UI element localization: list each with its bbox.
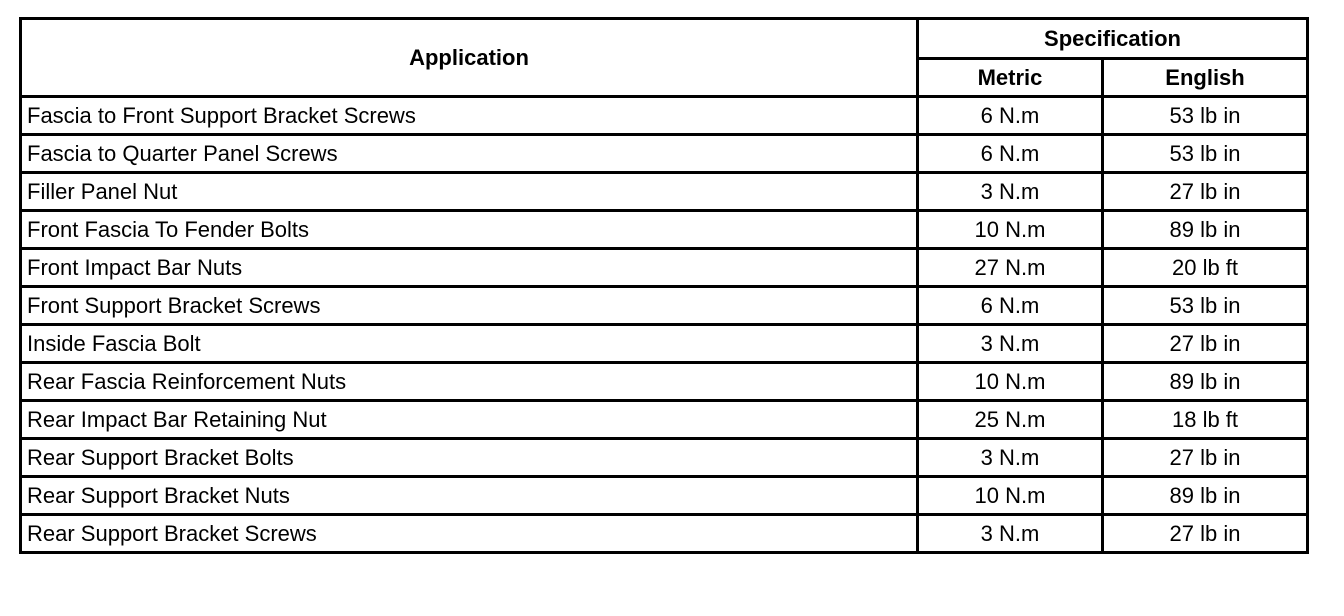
metric-cell: 10 N.m xyxy=(918,477,1103,515)
english-header: English xyxy=(1103,59,1308,97)
table-row xyxy=(21,173,1308,211)
application-cell: Rear Support Bracket Screws xyxy=(21,515,918,553)
table-header xyxy=(21,19,1308,97)
metric-cell: 6 N.m xyxy=(918,287,1103,325)
metric-cell: 10 N.m xyxy=(918,363,1103,401)
metric-cell: 27 N.m xyxy=(918,249,1103,287)
english-cell: 27 lb in xyxy=(1103,325,1308,363)
application-cell: Inside Fascia Bolt xyxy=(21,325,918,363)
english-cell: 27 lb in xyxy=(1103,439,1308,477)
application-cell: Front Fascia To Fender Bolts xyxy=(21,211,918,249)
english-cell: 89 lb in xyxy=(1103,211,1308,249)
table-row xyxy=(21,97,1308,135)
header-row-top xyxy=(21,19,1308,59)
application-cell: Rear Impact Bar Retaining Nut xyxy=(21,401,918,439)
table-body xyxy=(21,97,1308,553)
table-row xyxy=(21,249,1308,287)
table-row xyxy=(21,439,1308,477)
metric-cell: 3 N.m xyxy=(918,173,1103,211)
english-cell: 53 lb in xyxy=(1103,97,1308,135)
english-cell: 20 lb ft xyxy=(1103,249,1308,287)
metric-cell: 3 N.m xyxy=(918,515,1103,553)
english-cell: 27 lb in xyxy=(1103,173,1308,211)
metric-cell: 3 N.m xyxy=(918,439,1103,477)
metric-cell: 6 N.m xyxy=(918,135,1103,173)
english-cell: 18 lb ft xyxy=(1103,401,1308,439)
application-cell: Filler Panel Nut xyxy=(21,173,918,211)
application-cell: Front Support Bracket Screws xyxy=(21,287,918,325)
application-cell: Rear Support Bracket Nuts xyxy=(21,477,918,515)
table-row xyxy=(21,135,1308,173)
application-cell: Fascia to Front Support Bracket Screws xyxy=(21,97,918,135)
table-row xyxy=(21,325,1308,363)
application-cell: Rear Fascia Reinforcement Nuts xyxy=(21,363,918,401)
application-header: Application xyxy=(21,19,918,97)
english-cell: 89 lb in xyxy=(1103,477,1308,515)
application-cell: Front Impact Bar Nuts xyxy=(21,249,918,287)
table-row xyxy=(21,363,1308,401)
table-row xyxy=(21,287,1308,325)
metric-cell: 3 N.m xyxy=(918,325,1103,363)
specification-header: Specification xyxy=(918,19,1308,59)
english-cell: 53 lb in xyxy=(1103,287,1308,325)
metric-header: Metric xyxy=(918,59,1103,97)
english-cell: 89 lb in xyxy=(1103,363,1308,401)
table-row xyxy=(21,211,1308,249)
application-cell: Fascia to Quarter Panel Screws xyxy=(21,135,918,173)
torque-specification-table xyxy=(19,17,1309,554)
metric-cell: 25 N.m xyxy=(918,401,1103,439)
application-cell: Rear Support Bracket Bolts xyxy=(21,439,918,477)
table-row xyxy=(21,515,1308,553)
metric-cell: 10 N.m xyxy=(918,211,1103,249)
english-cell: 27 lb in xyxy=(1103,515,1308,553)
table-row xyxy=(21,477,1308,515)
metric-cell: 6 N.m xyxy=(918,97,1103,135)
english-cell: 53 lb in xyxy=(1103,135,1308,173)
table-row xyxy=(21,401,1308,439)
